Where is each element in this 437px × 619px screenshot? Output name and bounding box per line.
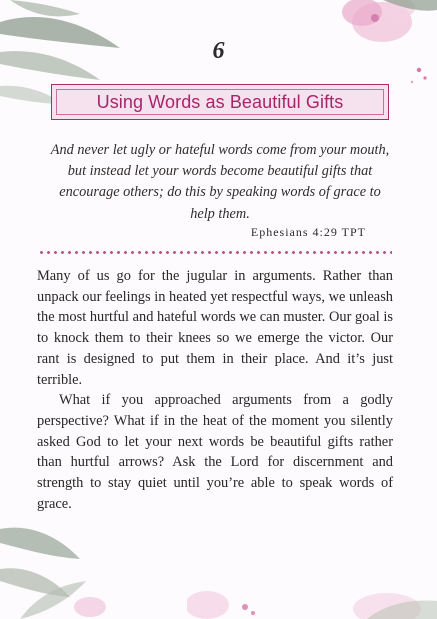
title-banner <box>51 84 389 120</box>
scripture-reference: Ephesians 4:29 TPT <box>250 225 366 239</box>
page-title: Using Words as Beautiful Gifts <box>96 91 344 112</box>
dotted-divider <box>38 251 392 254</box>
devotional-body <box>37 266 393 514</box>
day-number: 6 <box>212 38 225 64</box>
blossom-decoration-bottom <box>187 559 437 619</box>
body-paragraph: Many of us go for the jugular in arguments. Rather than unpack our feelings in heated yet respectful ways, we unleash the most hurtful and hateful words we can muster. Our goal is to knock them to their knees so we emerge the victor. Our rant is designed to put them in their place. And it’s just terrible. <box>37 268 393 388</box>
scripture-verse: And never let ugly or hateful words come from your mouth, but instead let your words become beautiful gifts that encourage others; do this by speaking words of grace to help them. <box>50 142 390 222</box>
body-paragraph: What if you approached arguments from a godly perspective? What if in the heat of the moment you silently asked God to let your next words be beautiful gifts rather than hurtful arrows? Ask the Lord for discernment and strength to stay quiet until you’re able to speak words of grace. <box>37 392 393 512</box>
